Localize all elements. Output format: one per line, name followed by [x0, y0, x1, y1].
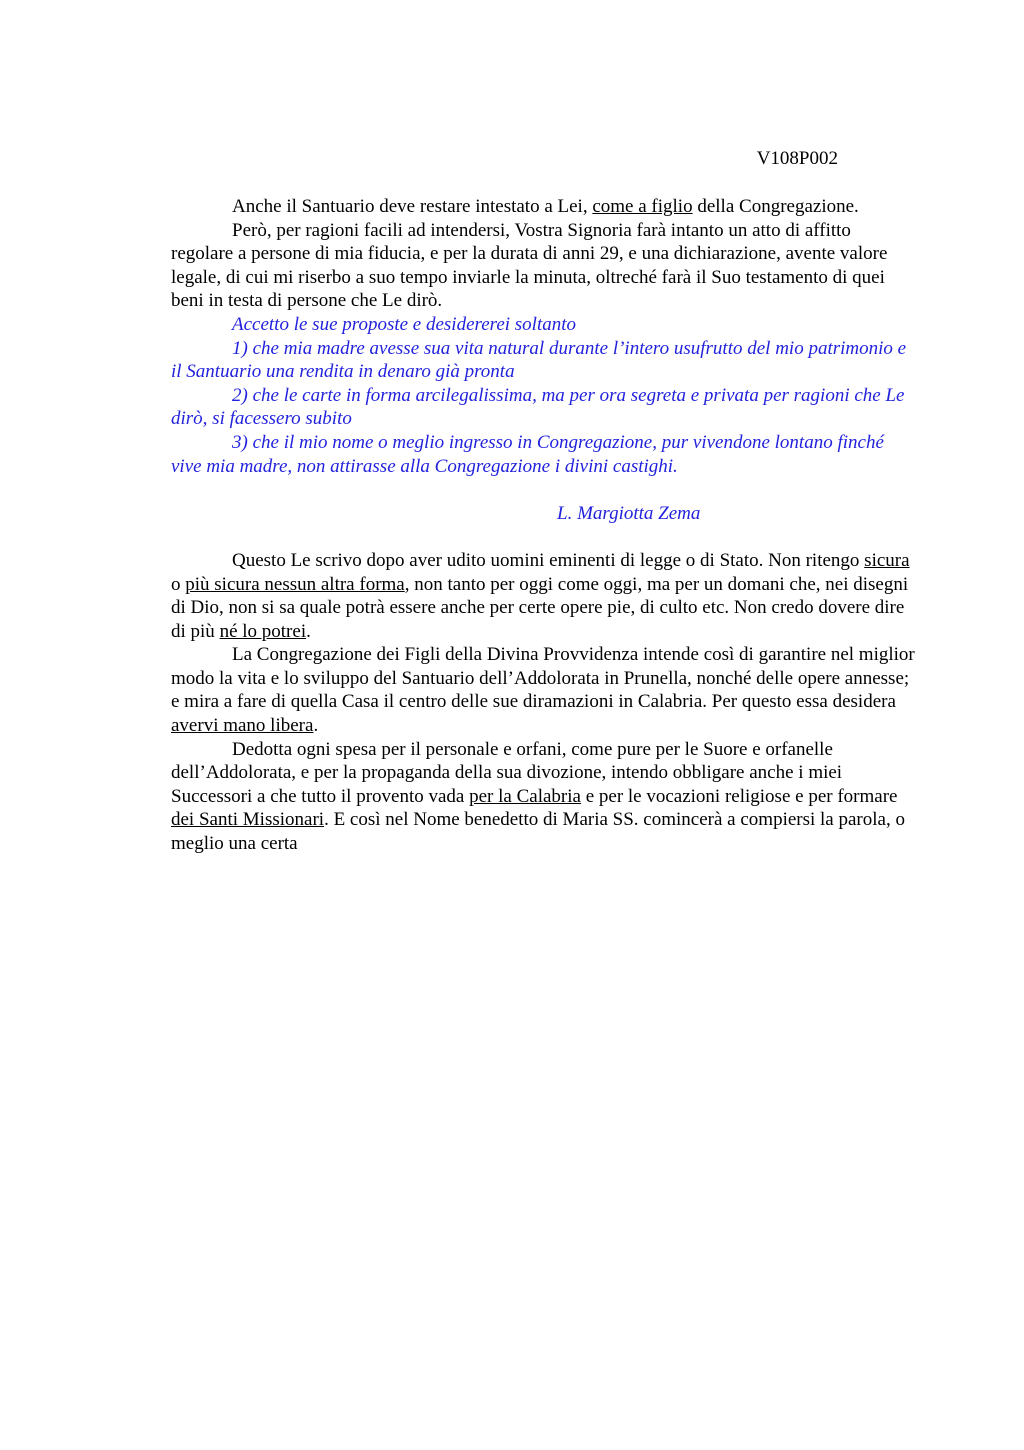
- paragraph-santuario: [171, 195, 915, 219]
- paragraph-congregazione: [171, 643, 915, 737]
- reply-item-3: 3) che il mio nome o meglio ingresso in Congregazione, pur vivendone lontano finché vive mia madre, non attirasse alla Congregazione i divini castighi.: [171, 431, 884, 477]
- text-run: e per le vocazioni religiose e per formare: [580, 785, 898, 807]
- text-run: .: [306, 620, 311, 642]
- text-run: Dedotta ogni spesa per il personale e orfani, come pure per le Suore e orfanelle dell’Addolorata, e per la propaganda della sua divozione, intendo obbligare anche i miei Successori a che tutto il provento vada: [171, 738, 843, 807]
- reply-intro: Accetto le sue proposte e desidererei soltanto: [232, 313, 577, 335]
- text-run: . E così nel Nome benedetto di Maria SS. comincerà a compiersi la parola, o meglio una certa: [171, 809, 905, 855]
- paragraph-spese: [171, 738, 915, 856]
- paragraph-legge: [171, 549, 915, 643]
- underlined-phrase: come a figlio: [592, 196, 693, 217]
- text-run: La Congregazione dei Figli della Divina Provvidenza intende così di garantire nel miglior modo la vita e lo sviluppo del Santuario dell’Addolorata in Prunella, nonché delle opere annesse; e mira a fare di quella Casa il centro delle sue diramazioni in Calabria. Per questo essa desidera: [171, 644, 915, 713]
- text-run: Anche il Santuario deve restare intestato a Lei,: [232, 196, 593, 217]
- text-run: , non tanto per oggi come oggi, ma per un domani che, nei disegni di Dio, non si sa quale potrà essere anche per certe opere pie, di culto etc. Non credo dovere dire di più: [171, 573, 909, 642]
- text-run: Questo Le scrivo dopo aver udito uomini eminenti di legge o di Stato. Non ritengo: [232, 549, 865, 571]
- signature: L. Margiotta Zema: [557, 502, 701, 524]
- document-reference: V108P002: [756, 148, 838, 169]
- letter-body: [171, 195, 915, 856]
- underlined-phrase: dei Santi Missionari: [171, 809, 325, 831]
- paragraph-affitto: Però, per ragioni facili ad intendersi, Vostra Signoria farà intanto un atto di affitto regolare a persone di mia fiducia, e per la durata di anni 29, e una dichiarazione, avente valore legale, di cui mi riserbo a suo tempo inviarle la minuta, oltreché farà il Suo testamento di quei beni in testa di persone che Le dirò.: [171, 219, 888, 312]
- underlined-phrase: per la Calabria: [469, 785, 581, 807]
- text-run: o: [171, 573, 186, 595]
- underlined-phrase: più sicura nessun altra forma: [185, 573, 405, 595]
- text-run: della Congregazione.: [692, 196, 859, 217]
- underlined-phrase: né lo potrei: [219, 620, 307, 642]
- underlined-phrase: sicura: [864, 549, 910, 571]
- reply-item-1: 1) che mia madre avesse sua vita natural durante l’intero usufrutto del mio patrimonio e il Santuario una rendita in denaro già pronta: [171, 337, 907, 383]
- underlined-phrase: avervi mano libera: [171, 715, 314, 737]
- reply-item-2: 2) che le carte in forma arcilegalissima, ma per ora segreta e privata per ragioni che Le dirò, si facessero subito: [171, 384, 905, 430]
- text-run: .: [313, 715, 319, 737]
